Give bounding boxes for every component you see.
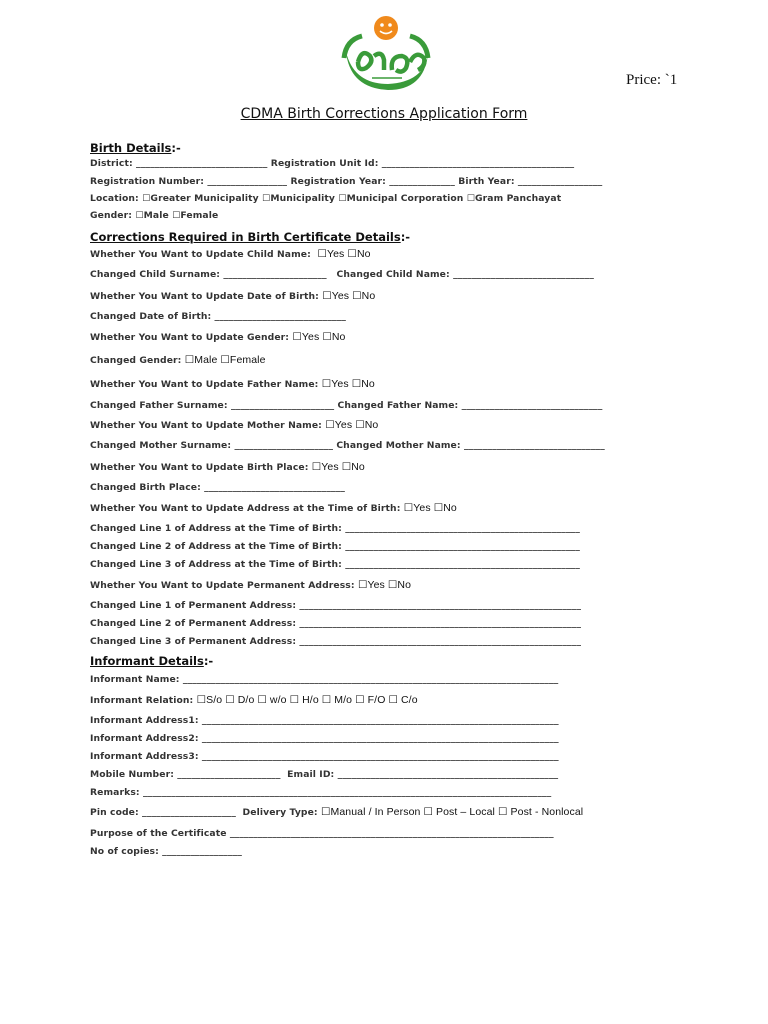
update-address-birth-yesno[interactable]: ☐Yes ☐No — [403, 502, 457, 514]
gender-label: Gender: — [90, 210, 136, 221]
row-registration — [90, 176, 602, 187]
section-birth-details — [90, 141, 181, 155]
row-update-father — [90, 378, 375, 390]
row-informant-address3 — [90, 751, 559, 762]
row-birth-place — [90, 482, 345, 493]
section-informant — [90, 654, 213, 668]
informant-name-field[interactable]: Informant Name: ________________________________________________________________________________ — [90, 674, 559, 685]
row-delivery — [90, 806, 583, 818]
changed-child-name-field[interactable]: Changed Child Name: ______________________________ — [336, 269, 594, 280]
row-location — [90, 193, 561, 204]
update-permanent-yesno[interactable]: ☐Yes ☐No — [357, 579, 412, 591]
registration-unit-field[interactable]: Registration Unit Id: _________________________________________ — [270, 158, 575, 169]
section-corrections-suffix: :- — [400, 230, 411, 244]
gender-options[interactable]: ☐Male ☐Female — [135, 210, 219, 221]
email-field[interactable]: Email ID: _______________________________________________ — [287, 769, 559, 780]
update-dob-yesno[interactable]: ☐Yes ☐No — [322, 290, 376, 302]
changed-birth-place-field[interactable]: Changed Birth Place: ______________________________ — [90, 482, 345, 493]
row-child-name — [90, 269, 594, 280]
update-child-name-yesno[interactable]: ☐Yes ☐No — [317, 248, 371, 260]
changed-father-name-field[interactable]: Changed Father Name: ______________________________ — [337, 400, 603, 411]
changed-dob-field[interactable]: Changed Date of Birth: ____________________________ — [90, 311, 346, 322]
row-changed-gender — [90, 354, 266, 366]
update-father-yesno[interactable]: ☐Yes ☐No — [321, 378, 375, 390]
row-update-permanent — [90, 579, 411, 591]
update-child-name-label: Whether You Want to Update Child Name: — [90, 249, 318, 260]
purpose-field[interactable]: Purpose of the Certificate _____________________________________________________________________ — [90, 828, 554, 839]
update-address-birth-label: Whether You Want to Update Address at the Time of Birth: — [90, 503, 404, 514]
mobile-number-field[interactable]: Mobile Number: ______________________ — [90, 769, 281, 780]
changed-mother-surname-field[interactable]: Changed Mother Surname: _____________________ — [90, 440, 334, 451]
logo-glyph-2 — [374, 54, 384, 70]
informant-address1-field[interactable]: Informant Address1: ____________________________________________________________________________ — [90, 715, 559, 726]
section-corrections — [90, 230, 410, 244]
row-update-address-birth — [90, 502, 457, 514]
location-options[interactable]: ☐Greater Municipality ☐Municipality ☐Municipal Corporation ☐Gram Panchayat — [142, 193, 562, 204]
row-update-birth-place — [90, 461, 365, 473]
update-mother-label: Whether You Want to Update Mother Name: — [90, 420, 326, 431]
update-dob-label: Whether You Want to Update Date of Birth: — [90, 291, 323, 302]
row-update-child-name — [90, 248, 371, 260]
update-gender-yesno[interactable]: ☐Yes ☐No — [292, 331, 346, 343]
section-birth-details-label: Birth Details — [90, 141, 172, 155]
permanent-line1-field[interactable]: Changed Line 1 of Permanent Address: ____________________________________________________________ — [90, 600, 582, 611]
logo-glyph-3 — [392, 56, 408, 72]
row-father-name — [90, 400, 602, 411]
address-birth-line2-field[interactable]: Changed Line 2 of Address at the Time of Birth: __________________________________________________ — [90, 541, 580, 552]
row-permanent-line1 — [90, 600, 581, 611]
informant-address2-field[interactable]: Informant Address2: ____________________________________________________________________________ — [90, 733, 559, 744]
informant-address3-field[interactable]: Informant Address3: ____________________________________________________________________________ — [90, 751, 559, 762]
row-address-line1 — [90, 523, 580, 534]
row-address-line2 — [90, 541, 580, 552]
row-district — [90, 158, 574, 169]
row-dob — [90, 311, 346, 322]
changed-father-surname-field[interactable]: Changed Father Surname: ______________________ — [90, 400, 335, 411]
address-birth-line3-field[interactable]: Changed Line 3 of Address at the Time of Birth: __________________________________________________ — [90, 559, 580, 570]
logo-glyph-4 — [410, 55, 424, 70]
remarks-field[interactable]: Remarks: _______________________________________________________________________________________ — [90, 787, 552, 798]
informant-relation-label: Informant Relation: — [90, 695, 197, 706]
row-address-line3 — [90, 559, 580, 570]
row-update-gender — [90, 331, 345, 343]
address-birth-line1-field[interactable]: Changed Line 1 of Address at the Time of Birth: __________________________________________________ — [90, 523, 580, 534]
row-gender — [90, 210, 218, 221]
row-mother-name — [90, 440, 605, 451]
district-field[interactable]: District: ____________________________ — [90, 158, 268, 169]
row-informant-name — [90, 674, 558, 685]
changed-gender-options[interactable]: ☐Male ☐Female — [184, 354, 266, 366]
logo-glyph-1 — [358, 53, 371, 69]
price-label: Price: `1 — [626, 72, 678, 88]
row-permanent-line2 — [90, 618, 581, 629]
row-permanent-line3 — [90, 636, 581, 647]
section-informant-label: Informant Details — [90, 654, 204, 668]
changed-child-surname-field[interactable]: Changed Child Surname: ______________________ — [90, 269, 327, 280]
delivery-type-options[interactable]: ☐Manual / In Person ☐ Post – Local ☐ Post - Nonlocal — [321, 806, 584, 818]
copies-field[interactable]: No of copies: _________________ — [90, 846, 242, 857]
update-gender-label: Whether You Want to Update Gender: — [90, 332, 293, 343]
update-birth-place-label: Whether You Want to Update Birth Place: — [90, 462, 312, 473]
changed-gender-label: Changed Gender: — [90, 355, 185, 366]
row-contact — [90, 769, 558, 780]
row-informant-relation — [90, 694, 418, 706]
birth-year-field[interactable]: Birth Year: __________________ — [458, 176, 603, 187]
permanent-line3-field[interactable]: Changed Line 3 of Permanent Address: ____________________________________________________________ — [90, 636, 582, 647]
row-update-mother — [90, 419, 378, 431]
location-label: Location: — [90, 193, 143, 204]
mee-seva-logo — [336, 12, 436, 94]
row-purpose — [90, 828, 554, 839]
section-informant-suffix: :- — [203, 654, 214, 668]
registration-year-field[interactable]: Registration Year: ______________ — [290, 176, 455, 187]
informant-relation-options[interactable]: ☐S/o ☐ D/o ☐ w/o ☐ H/o ☐ M/o ☐ F/O ☐ C/o — [196, 694, 418, 706]
pin-code-field[interactable]: Pin code: ____________________ — [90, 807, 236, 818]
form-title: CDMA Birth Corrections Application Form — [240, 106, 528, 122]
permanent-line2-field[interactable]: Changed Line 2 of Permanent Address: ____________________________________________________________ — [90, 618, 582, 629]
row-copies — [90, 846, 242, 857]
delivery-type-label: Delivery Type: — [242, 807, 321, 818]
section-birth-details-suffix: :- — [171, 141, 181, 155]
changed-mother-name-field[interactable]: Changed Mother Name: ______________________________ — [336, 440, 605, 451]
row-update-dob — [90, 290, 375, 302]
registration-number-field[interactable]: Registration Number: _________________ — [90, 176, 288, 187]
update-mother-yesno[interactable]: ☐Yes ☐No — [325, 419, 379, 431]
update-birth-place-yesno[interactable]: ☐Yes ☐No — [311, 461, 365, 473]
update-father-label: Whether You Want to Update Father Name: — [90, 379, 322, 390]
row-informant-address2 — [90, 733, 559, 744]
logo-sun-face — [374, 16, 398, 40]
row-informant-address1 — [90, 715, 559, 726]
row-remarks — [90, 787, 551, 798]
update-permanent-label: Whether You Want to Update Permanent Address: — [90, 580, 358, 591]
section-corrections-label: Corrections Required in Birth Certificate Details — [90, 230, 401, 244]
